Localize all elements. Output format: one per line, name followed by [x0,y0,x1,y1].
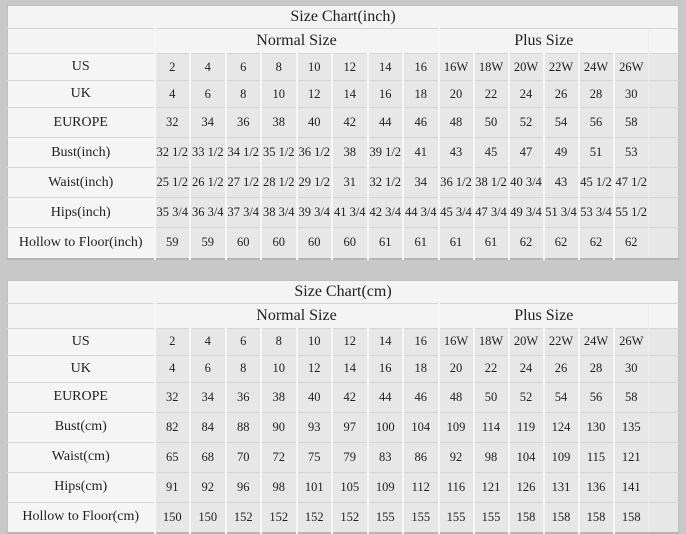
size-value-cell: 22W [544,54,579,81]
size-value-cell: 86 [403,442,439,472]
size-value-cell: 38 [261,108,297,138]
size-value-cell: 24W [579,54,614,81]
size-value-cell: 98 [261,472,297,502]
size-value-cell: 22 [474,355,509,382]
row-label: Bust(inch) [8,138,155,168]
size-value-cell: 62 [509,228,544,259]
size-value-cell: 53 [614,138,649,168]
size-value-cell: 8 [261,328,297,355]
size-value-cell: 36 1/2 [297,138,333,168]
size-value-cell: 155 [368,502,404,533]
filler-cell [649,29,679,54]
size-value-cell: 38 [261,382,297,412]
size-value-cell: 105 [332,472,368,502]
size-value-cell: 126 [509,472,544,502]
table-row [8,228,679,259]
size-value-cell: 101 [297,472,333,502]
size-value-cell: 14 [332,355,368,382]
size-value-cell: 26 [544,81,579,108]
size-value-cell: 25 1/2 [155,168,191,198]
size-value-cell: 16W [439,328,474,355]
filler-cell [649,54,679,81]
size-value-cell: 158 [544,502,579,533]
size-value-cell: 36 3/4 [190,198,226,228]
size-value-cell: 68 [190,442,226,472]
size-value-cell: 2 [155,54,191,81]
size-value-cell: 24 [509,355,544,382]
corner-cell [8,303,155,328]
size-value-cell: 45 1/2 [579,168,614,198]
table-title: Size Chart(inch) [8,6,679,29]
size-value-cell: 59 [190,228,226,259]
size-value-cell: 109 [368,472,404,502]
size-value-cell: 50 [474,382,509,412]
size-value-cell: 8 [226,355,262,382]
normal-size-header: Normal Size [155,303,439,328]
size-value-cell: 22 [474,81,509,108]
size-value-cell: 55 1/2 [614,198,649,228]
size-value-cell: 20 [439,355,474,382]
size-value-cell: 36 [226,382,262,412]
size-value-cell: 10 [261,355,297,382]
corner-cell [8,29,155,54]
size-value-cell: 48 [439,382,474,412]
size-value-cell: 47 3/4 [474,198,509,228]
size-value-cell: 34 1/2 [226,138,262,168]
size-value-cell: 155 [439,502,474,533]
filler-cell [649,81,679,108]
size-value-cell: 109 [544,442,579,472]
size-value-cell: 24W [579,328,614,355]
size-value-cell: 10 [261,81,297,108]
size-value-cell: 65 [155,442,191,472]
size-value-cell: 52 [509,382,544,412]
row-label: EUROPE [8,108,155,138]
plus-size-header: Plus Size [439,29,649,54]
size-value-cell: 48 [439,108,474,138]
size-value-cell: 12 [332,54,368,81]
size-value-cell: 51 [579,138,614,168]
size-value-cell: 36 [226,108,262,138]
size-value-cell: 36 1/2 [439,168,474,198]
size-value-cell: 16W [439,54,474,81]
size-value-cell: 45 3/4 [439,198,474,228]
size-value-cell: 155 [474,502,509,533]
size-value-cell: 16 [368,81,404,108]
size-value-cell: 60 [226,228,262,259]
size-value-cell: 62 [614,228,649,259]
size-value-cell: 37 3/4 [226,198,262,228]
size-value-cell: 34 [190,382,226,412]
size-value-cell: 60 [332,228,368,259]
size-value-cell: 4 [155,81,191,108]
size-value-cell: 88 [226,412,262,442]
size-value-cell: 30 [614,81,649,108]
size-value-cell: 4 [190,54,226,81]
size-value-cell: 53 3/4 [579,198,614,228]
size-value-cell: 6 [190,355,226,382]
size-value-cell: 43 [439,138,474,168]
size-value-cell: 38 1/2 [474,168,509,198]
size-value-cell: 32 1/2 [368,168,404,198]
row-label: UK [8,355,155,382]
size-value-cell: 8 [226,81,262,108]
size-value-cell: 61 [474,228,509,259]
filler-cell [649,442,679,472]
size-value-cell: 152 [226,502,262,533]
size-value-cell: 35 1/2 [261,138,297,168]
table-row [8,81,679,108]
size-value-cell: 32 [155,108,191,138]
size-value-cell: 79 [332,442,368,472]
size-value-cell: 14 [368,54,404,81]
size-value-cell: 58 [614,382,649,412]
filler-cell [649,228,679,259]
size-value-cell: 12 [297,81,333,108]
size-value-cell: 34 [190,108,226,138]
row-label: Bust(cm) [8,412,155,442]
size-value-cell: 90 [261,412,297,442]
size-value-cell: 72 [261,442,297,472]
table-row [8,472,679,502]
size-value-cell: 131 [544,472,579,502]
row-label: Waist(cm) [8,442,155,472]
filler-cell [649,198,679,228]
table-row [8,108,679,138]
size-value-cell: 41 [403,138,439,168]
row-label: UK [8,81,155,108]
size-value-cell: 114 [474,412,509,442]
filler-cell [649,138,679,168]
size-value-cell: 29 1/2 [297,168,333,198]
size-value-cell: 98 [474,442,509,472]
size-value-cell: 10 [297,54,333,81]
size-value-cell: 158 [509,502,544,533]
size-value-cell: 46 [403,382,439,412]
size-value-cell: 40 [297,108,333,138]
size-value-cell: 136 [579,472,614,502]
size-value-cell: 96 [226,472,262,502]
size-value-cell: 16 [403,328,439,355]
size-value-cell: 44 3/4 [403,198,439,228]
size-value-cell: 54 [544,108,579,138]
plus-size-header: Plus Size [439,303,649,328]
size-value-cell: 121 [614,442,649,472]
size-value-cell: 52 [509,108,544,138]
size-value-cell: 47 1/2 [614,168,649,198]
size-value-cell: 56 [579,108,614,138]
size-value-cell: 61 [368,228,404,259]
size-value-cell: 109 [439,412,474,442]
filler-cell [649,472,679,502]
size-value-cell: 10 [297,328,333,355]
size-value-cell: 44 [368,108,404,138]
size-value-cell: 4 [190,328,226,355]
size-value-cell: 58 [614,108,649,138]
size-value-cell: 26 [544,355,579,382]
size-value-cell: 46 [403,108,439,138]
size-value-cell: 61 [403,228,439,259]
size-value-cell: 14 [332,81,368,108]
size-value-cell: 83 [368,442,404,472]
size-value-cell: 38 3/4 [261,198,297,228]
size-value-cell: 39 1/2 [368,138,404,168]
size-value-cell: 26W [614,54,649,81]
size-value-cell: 40 [297,382,333,412]
size-value-cell: 152 [332,502,368,533]
filler-cell [649,303,679,328]
row-label: US [8,328,155,355]
size-value-cell: 32 1/2 [155,138,191,168]
size-chart-inch-table [7,5,679,260]
table-row [8,168,679,198]
size-value-cell: 93 [297,412,333,442]
filler-cell [649,328,679,355]
size-value-cell: 18 [403,355,439,382]
table-row [8,442,679,472]
size-value-cell: 59 [155,228,191,259]
table-row [8,412,679,442]
row-label: US [8,54,155,81]
size-value-cell: 43 [544,168,579,198]
row-label: Hips(cm) [8,472,155,502]
table-gap [7,260,679,280]
size-value-cell: 82 [155,412,191,442]
size-value-cell: 28 [579,355,614,382]
size-value-cell: 20W [509,328,544,355]
size-value-cell: 141 [614,472,649,502]
size-value-cell: 92 [190,472,226,502]
size-value-cell: 104 [403,412,439,442]
size-value-cell: 18W [474,54,509,81]
size-value-cell: 30 [614,355,649,382]
size-value-cell: 60 [297,228,333,259]
filler-cell [649,502,679,533]
size-value-cell: 2 [155,328,191,355]
size-value-cell: 42 [332,108,368,138]
size-value-cell: 26 1/2 [190,168,226,198]
size-value-cell: 8 [261,54,297,81]
size-value-cell: 38 [332,138,368,168]
filler-cell [649,412,679,442]
size-value-cell: 4 [155,355,191,382]
size-value-cell: 51 3/4 [544,198,579,228]
size-value-cell: 12 [297,355,333,382]
table-row [8,138,679,168]
size-value-cell: 28 [579,81,614,108]
size-value-cell: 158 [579,502,614,533]
size-value-cell: 130 [579,412,614,442]
size-value-cell: 61 [439,228,474,259]
size-value-cell: 70 [226,442,262,472]
table-row [8,502,679,533]
size-value-cell: 49 3/4 [509,198,544,228]
size-value-cell: 124 [544,412,579,442]
size-value-cell: 20 [439,81,474,108]
size-value-cell: 24 [509,81,544,108]
size-value-cell: 115 [579,442,614,472]
row-label: Hollow to Floor(cm) [8,502,155,533]
size-value-cell: 32 [155,382,191,412]
size-value-cell: 31 [332,168,368,198]
size-value-cell: 33 1/2 [190,138,226,168]
size-value-cell: 40 3/4 [509,168,544,198]
size-value-cell: 92 [439,442,474,472]
size-value-cell: 152 [297,502,333,533]
size-value-cell: 97 [332,412,368,442]
size-value-cell: 42 [332,382,368,412]
size-value-cell: 20W [509,54,544,81]
table-row [8,355,679,382]
size-value-cell: 14 [368,328,404,355]
size-value-cell: 18W [474,328,509,355]
size-value-cell: 100 [368,412,404,442]
size-value-cell: 158 [614,502,649,533]
size-value-cell: 27 1/2 [226,168,262,198]
filler-cell [649,108,679,138]
row-label: Hollow to Floor(inch) [8,228,155,259]
size-value-cell: 6 [226,54,262,81]
normal-size-header: Normal Size [155,29,439,54]
size-value-cell: 41 3/4 [332,198,368,228]
size-value-cell: 39 3/4 [297,198,333,228]
size-value-cell: 62 [579,228,614,259]
size-value-cell: 116 [439,472,474,502]
size-value-cell: 112 [403,472,439,502]
size-value-cell: 91 [155,472,191,502]
size-value-cell: 56 [579,382,614,412]
row-label: EUROPE [8,382,155,412]
size-value-cell: 135 [614,412,649,442]
size-value-cell: 18 [403,81,439,108]
size-value-cell: 150 [190,502,226,533]
size-value-cell: 28 1/2 [261,168,297,198]
size-value-cell: 35 3/4 [155,198,191,228]
size-value-cell: 75 [297,442,333,472]
table-title: Size Chart(cm) [8,280,679,303]
size-value-cell: 152 [261,502,297,533]
filler-cell [649,382,679,412]
table-row [8,54,679,81]
table-row [8,382,679,412]
size-value-cell: 45 [474,138,509,168]
size-value-cell: 44 [368,382,404,412]
size-value-cell: 22W [544,328,579,355]
size-value-cell: 6 [190,81,226,108]
size-value-cell: 42 3/4 [368,198,404,228]
filler-cell [649,168,679,198]
size-value-cell: 119 [509,412,544,442]
size-value-cell: 12 [332,328,368,355]
size-value-cell: 84 [190,412,226,442]
size-value-cell: 62 [544,228,579,259]
size-value-cell: 50 [474,108,509,138]
size-value-cell: 104 [509,442,544,472]
size-value-cell: 6 [226,328,262,355]
row-label: Waist(inch) [8,168,155,198]
size-value-cell: 26W [614,328,649,355]
size-value-cell: 54 [544,382,579,412]
size-chart-cm-table [7,280,679,534]
filler-cell [649,355,679,382]
size-value-cell: 16 [368,355,404,382]
size-value-cell: 60 [261,228,297,259]
table-row [8,328,679,355]
row-label: Hips(inch) [8,198,155,228]
size-value-cell: 155 [403,502,439,533]
size-value-cell: 16 [403,54,439,81]
size-value-cell: 150 [155,502,191,533]
size-value-cell: 121 [474,472,509,502]
table-row [8,198,679,228]
size-value-cell: 49 [544,138,579,168]
size-value-cell: 47 [509,138,544,168]
size-value-cell: 34 [403,168,439,198]
